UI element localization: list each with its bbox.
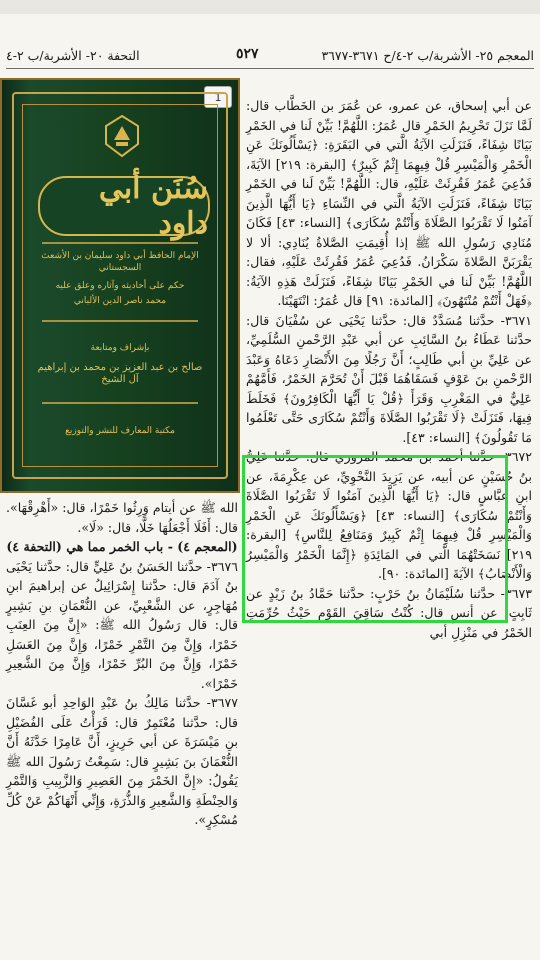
cover-divider xyxy=(42,320,198,322)
cover-divider xyxy=(42,242,198,244)
cover-line-5: صالح بن عبد العزيز بن محمد بن إبراهيم آل الشيخ xyxy=(37,362,203,385)
book-cover-image xyxy=(0,78,240,493)
cover-publisher: مكتبة المعارف للنشر والتوزيع xyxy=(65,426,175,436)
hadith-3673: ٣٦٧٣- حدَّثنا سُلَيْمَانُ بنُ حَرْبٍ: حدَّثنا حَمَّادُ بنُ زَيْدٍ عن ثَابِتٍ، عن أنسٍ قال: كُنْتُ سَاقِيَ القَوْمِ حَيْثُ حُرِّمَتِ الخَمْرُ في مَنْزِلِ أبي xyxy=(246,585,532,640)
page-number: ٥٢٧ xyxy=(236,46,259,62)
cover-divider xyxy=(42,402,198,404)
cover-line-2: حكم على أحاديثه وآثاره وعلق عليه xyxy=(55,281,185,291)
text-paragraph: عن أبي إسحاق، عن عمرو، عن عُمَرَ بن الخَطَّاب قال: لَمَّا نَزَلَ تَحْرِيمُ الخَمْرِ قال عُمَرُ: اللَّهُمَّ! بَيِّنْ لَنا في الخَمْرِ بَيَانًا شِفَاءً، فَنَزَلَتِ الآيَةُ الَّتي في البَقَرَةِ: ﴿يَسْأَلُونَكَ عَنِ الْخَمْرِ وَالْمَيْسِرِ قُلْ فِيهِمَا إِثْمٌ كَبِيرٌ﴾ [البقرة: ٢١٩] الآيَةَ، فَدُعِيَ عُمَرُ فَقُرِئَتْ عَلَيْهِ، قال: اللَّهُمَّ! بَيِّنْ لَنا في الخَمْرِ بَيَانًا شِفَاءً، فَنَزَلَتِ الآيَةُ الَّتي في النِّسَاءِ ﴿يَا أَيُّهَا الَّذِينَ آمَنُوا لَا تَقْرَبُوا الصَّلَاةَ وَأَنْتُمْ سُكَارَى﴾ [النساء: ٤٣] فَكَانَ مُنَادِي رَسُولِ الله ﷺ إذا أُقِيمَتِ الصَّلاةُ يُنَادِي: ألا لا يَقْرَبَنَّ الصَّلاةَ سَكْرَانُ. فَدُعِيَ عُمَرُ فَقُرِئَتْ عَلَيْهِ، فقال: اللَّهُمَّ! بَيِّنْ لَنا في الخَمْرِ بَيَانًا شِفَاءً، فَنَزَلَتْ هَذِهِ الآيَةُ: ﴿فَهَلْ أَنْتُمْ مُنْتَهُونَ﴾ [المائدة: ٩١] قال عُمَرُ: انْتَهَيْنَا. xyxy=(246,98,532,308)
hadith-3677: ٣٦٧٧- حدَّثنا مَالِكُ بنُ عَبْدِ الوَاحِدِ أبو غَسَّانَ قال: حدَّثنا مُعْتَمِرٌ قال: قَرَأْتُ عَلَى الفُضَيْلِ بنِ مَيْسَرَةَ عن أبي حَرِيزٍ، أَنَّ عَامِرًا حَدَّثَهُ أَنَّ النُّعْمَانَ بنَ بَشِيرٍ قال: سَمِعْتُ رَسُولَ الله ﷺ يَقُولُ: «إِنَّ الخَمْرَ مِنَ العَصِيرِ وَالزَّبِيبِ وَالتَّمْرِ وَالحِنْطَةِ وَالشَّعِيرِ وَالذُّرَةِ، وَإِنِّي أَنْهَاكُمْ عَنْ كُلِّ مُسْكِرٍ». xyxy=(6,695,238,827)
cover-sticker: 1 xyxy=(204,86,232,108)
cover-author: الإمام الحافظ أبي داود سليمان بن الأشعث السجستاني xyxy=(41,251,199,273)
header-right: المعجم ٢٥- الأشربة/ب ٢-٤/ح ٣٦٧١-٣٦٧٧ xyxy=(321,48,534,63)
chapter-heading: (المعجم ٤) - باب الخمر مما هي (التحفة ٤) xyxy=(6,539,238,554)
publisher-emblem-icon xyxy=(102,114,142,158)
right-text-column xyxy=(246,96,532,642)
page-header xyxy=(6,44,534,69)
hadith-3676: ٣٦٧٦- حدَّثنا الحَسَنُ بنُ عَلِيٍّ قال: حدَّثنا يَحْيَى بنُ آدَمَ قال: حدَّثنا إِسْرَائِيلُ عن إبراهيمَ ابنِ مُهَاجِرٍ، عن الشَّعْبِيِّ، عن النُّعْمَانِ بنِ بَشِيرٍ قال: قال رَسُولُ الله ﷺ: «إِنَّ مِنَ العِنَبِ خَمْرًا، وَإِنَّ مِنَ التَّمْرِ خَمْرًا، وَإِنَّ مِنَ العَسَلِ خَمْرًا، وَإِنَّ مِنَ البُرِّ خَمْرًا، وَإِنَّ مِنَ الشَّعِيرِ خَمْرًا». xyxy=(6,558,238,691)
left-text-column xyxy=(6,498,238,830)
hadith-3671: ٣٦٧١- حدَّثنا مُسَدَّدٌ قال: حدَّثنا يَحْيَى عن سُفْيَانَ قال: حدَّثنا عَطَاءُ بنُ السَّائِبِ عن أبي عَبْدِ الرَّحْمنِ السُّلَمِيِّ، عن عَلِيِّ بنِ أبي طَالِبٍ؛ أَنَّ رَجُلًا مِنَ الأَنْصَارِ دَعَاهُ وَعَبْدَ الرَّحْمنِ بنَ عَوْفٍ فَسَقَاهُمَا قَبْلَ أَنْ تُحَرَّمَ الخَمْرُ، فَأَمَّهُمْ عَلِيٌّ في المَغْرِبِ وَقَرَأَ ﴿قُلْ يَا أَيُّهَا الْكَافِرُونَ﴾ فَخَلَطَ فِيهَا، فَنَزَلَتْ ﴿لَا تَقْرَبُوا الصَّلَاةَ وَأَنْتُمْ سُكَارَى حَتَّى تَعْلَمُوا مَا تَقُولُونَ﴾ [النساء: ٤٣]. xyxy=(246,312,532,445)
text-paragraph: الله ﷺ عن أيتام وَرِثُوا خَمْرًا، قال: «أَهْرِقْهَا». قال: أَفَلَا أَجْعَلُهَا خَلًّا، قال: «لَا». xyxy=(6,500,238,535)
cover-line-3: محمد ناصر الدين الألباني xyxy=(73,296,167,306)
cover-title-cartouche xyxy=(38,171,210,241)
hadith-3672: ٣٦٧٢- حدَّثنا أحمد بن محمد المروزي قال: حدَّثنا عَلِيُّ بنُ حُسَيْنٍ عن أبيه، عن يَزِيدَ النَّحْوِيِّ، عن عِكْرِمَةَ، عن ابنِ عبَّاسٍ قال: ﴿يَا أَيُّهَا الَّذِينَ آمَنُوا لَا تَقْرَبُوا الصَّلَاةَ وَأَنْتُمْ سُكَارَى﴾ [النساء: ٤٣] ﴿وَيَسْأَلُونَكَ عَنِ الْخَمْرِ وَالْمَيْسِرِ قُلْ فِيهِمَا إِثْمٌ كَبِيرٌ وَمَنَافِعُ لِلنَّاسِ﴾ [البقرة: ٢١٩] نَسَخَتْهُمَا الَّتي في المَائِدَةِ ﴿إِنَّمَا الْخَمْرُ وَالْمَيْسِرُ وَالْأَنْصَابُ﴾ الآيَةَ [المائدة: ٩٠]. xyxy=(246,449,532,581)
top-bar xyxy=(0,0,540,14)
cover-title: سُنَن أبي داود xyxy=(98,171,208,241)
cover-line-4: بإشراف ومتابعة xyxy=(90,343,150,353)
header-left: التحفة ٢٠- الأشربة/ب ٢-٤ xyxy=(6,48,140,63)
